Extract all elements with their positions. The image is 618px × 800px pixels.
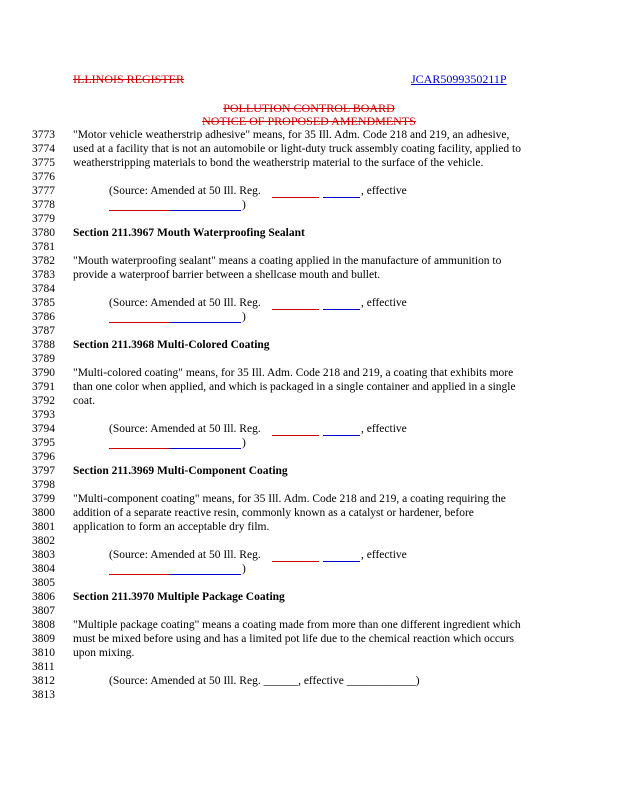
line-number: 3785 — [32, 297, 55, 309]
effective-date-blank-new — [169, 322, 241, 323]
board-title: POLLUTION CONTROL BOARD — [223, 101, 395, 115]
body-text: upon mixing. — [73, 647, 135, 659]
line-number: 3775 — [32, 157, 55, 169]
notice-title: NOTICE OF PROPOSED AMENDMENTS — [202, 114, 416, 128]
section-heading: Section 211.3970 Multiple Package Coating — [73, 591, 285, 603]
line-number: 3779 — [32, 213, 55, 225]
closing-paren: ) — [242, 199, 246, 211]
effective-date-blank-new — [169, 210, 241, 211]
register-volume-blank — [272, 197, 319, 198]
register-page-blank — [323, 561, 360, 562]
line-number: 3803 — [32, 549, 55, 561]
body-text: weatherstripping materials to bond the weatherstrip material to the surface of the vehicle. — [73, 157, 484, 169]
line-number: 3773 — [32, 129, 55, 141]
line-number: 3774 — [32, 143, 55, 155]
line-number: 3777 — [32, 185, 55, 197]
effective-date-blank — [109, 210, 169, 211]
register-page-blank — [323, 197, 360, 198]
line-number: 3789 — [32, 353, 55, 365]
line-number: 3791 — [32, 381, 55, 393]
source-note: (Source: Amended at 50 Ill. Reg. ______, effective ____________) — [109, 675, 420, 687]
line-number: 3802 — [32, 535, 55, 547]
effective-date-blank — [109, 322, 169, 323]
line-number: 3798 — [32, 479, 55, 491]
effective-date-blank-new — [169, 448, 241, 449]
line-number: 3786 — [32, 311, 55, 323]
body-text: addition of a separate reactive resin, commonly known as a catalyst or hardener, before — [73, 507, 474, 519]
body-text: provide a waterproof barrier between a shellcase mouth and bullet. — [73, 269, 381, 281]
register-page-blank — [323, 309, 360, 310]
line-number: 3806 — [32, 591, 55, 603]
line-number: 3805 — [32, 577, 55, 589]
effective-date-blank — [109, 574, 169, 575]
body-text: "Motor vehicle weatherstrip adhesive" means, for 35 Ill. Adm. Code 218 and 219, an adhesive, — [73, 129, 510, 141]
source-note: (Source: Amended at 50 Ill. Reg. — [109, 297, 261, 309]
line-number: 3810 — [32, 647, 55, 659]
body-text: "Multi-component coating" means, for 35 Ill. Adm. Code 218 and 219, a coating requiring the — [73, 493, 506, 505]
document-id-link[interactable]: JCAR5099350211P — [411, 72, 507, 86]
closing-paren: ) — [242, 563, 246, 575]
effective-label: , effective — [361, 423, 407, 435]
line-number: 3783 — [32, 269, 55, 281]
line-number: 3795 — [32, 437, 55, 449]
register-header: ILLINOIS REGISTER — [73, 72, 184, 86]
effective-label: , effective — [361, 185, 407, 197]
line-number: 3812 — [32, 675, 55, 687]
line-number: 3801 — [32, 521, 55, 533]
body-text: "Multiple package coating" means a coating made from more than one different ingredient which — [73, 619, 521, 631]
section-heading: Section 211.3967 Mouth Waterproofing Sealant — [73, 227, 305, 239]
section-heading: Section 211.3969 Multi-Component Coating — [73, 465, 288, 477]
line-number: 3813 — [32, 689, 55, 701]
closing-paren: ) — [242, 311, 246, 323]
body-text: than one color when applied, and which is packaged in a single container and applied in a single — [73, 381, 516, 393]
closing-paren: ) — [242, 437, 246, 449]
line-number: 3778 — [32, 199, 55, 211]
body-text: must be mixed before using and has a limited pot life due to the chemical reaction which occurs — [73, 633, 515, 645]
body-text: "Multi-colored coating" means, for 35 Ill. Adm. Code 218 and 219, a coating that exhibits more — [73, 367, 514, 379]
effective-date-blank — [109, 448, 169, 449]
effective-date-blank-new — [169, 574, 241, 575]
line-number: 3809 — [32, 633, 55, 645]
register-volume-blank — [272, 309, 319, 310]
line-number: 3799 — [32, 493, 55, 505]
line-number: 3793 — [32, 409, 55, 421]
line-number: 3804 — [32, 563, 55, 575]
line-number: 3794 — [32, 423, 55, 435]
body-text: "Mouth waterproofing sealant" means a coating applied in the manufacture of ammunition to — [73, 255, 502, 267]
register-volume-blank — [272, 561, 319, 562]
source-note: (Source: Amended at 50 Ill. Reg. — [109, 423, 261, 435]
section-heading: Section 211.3968 Multi-Colored Coating — [73, 339, 270, 351]
line-number: 3782 — [32, 255, 55, 267]
register-volume-blank — [272, 435, 319, 436]
body-text: coat. — [73, 395, 96, 407]
line-number: 3790 — [32, 367, 55, 379]
line-number: 3807 — [32, 605, 55, 617]
line-number: 3792 — [32, 395, 55, 407]
line-number: 3808 — [32, 619, 55, 631]
line-number: 3784 — [32, 283, 55, 295]
body-text: application to form an acceptable dry film. — [73, 521, 270, 533]
effective-label: , effective — [361, 549, 407, 561]
line-number: 3780 — [32, 227, 55, 239]
line-number: 3797 — [32, 465, 55, 477]
line-number: 3781 — [32, 241, 55, 253]
body-text: used at a facility that is not an automobile or light-duty truck assembly coating facility, applied to — [73, 143, 521, 155]
line-number: 3811 — [32, 661, 55, 673]
line-number: 3787 — [32, 325, 55, 337]
line-number: 3776 — [32, 171, 55, 183]
line-number: 3788 — [32, 339, 55, 351]
effective-label: , effective — [361, 297, 407, 309]
source-note: (Source: Amended at 50 Ill. Reg. — [109, 549, 261, 561]
source-note: (Source: Amended at 50 Ill. Reg. — [109, 185, 261, 197]
line-number: 3800 — [32, 507, 55, 519]
register-page-blank — [323, 435, 360, 436]
line-number: 3796 — [32, 451, 55, 463]
